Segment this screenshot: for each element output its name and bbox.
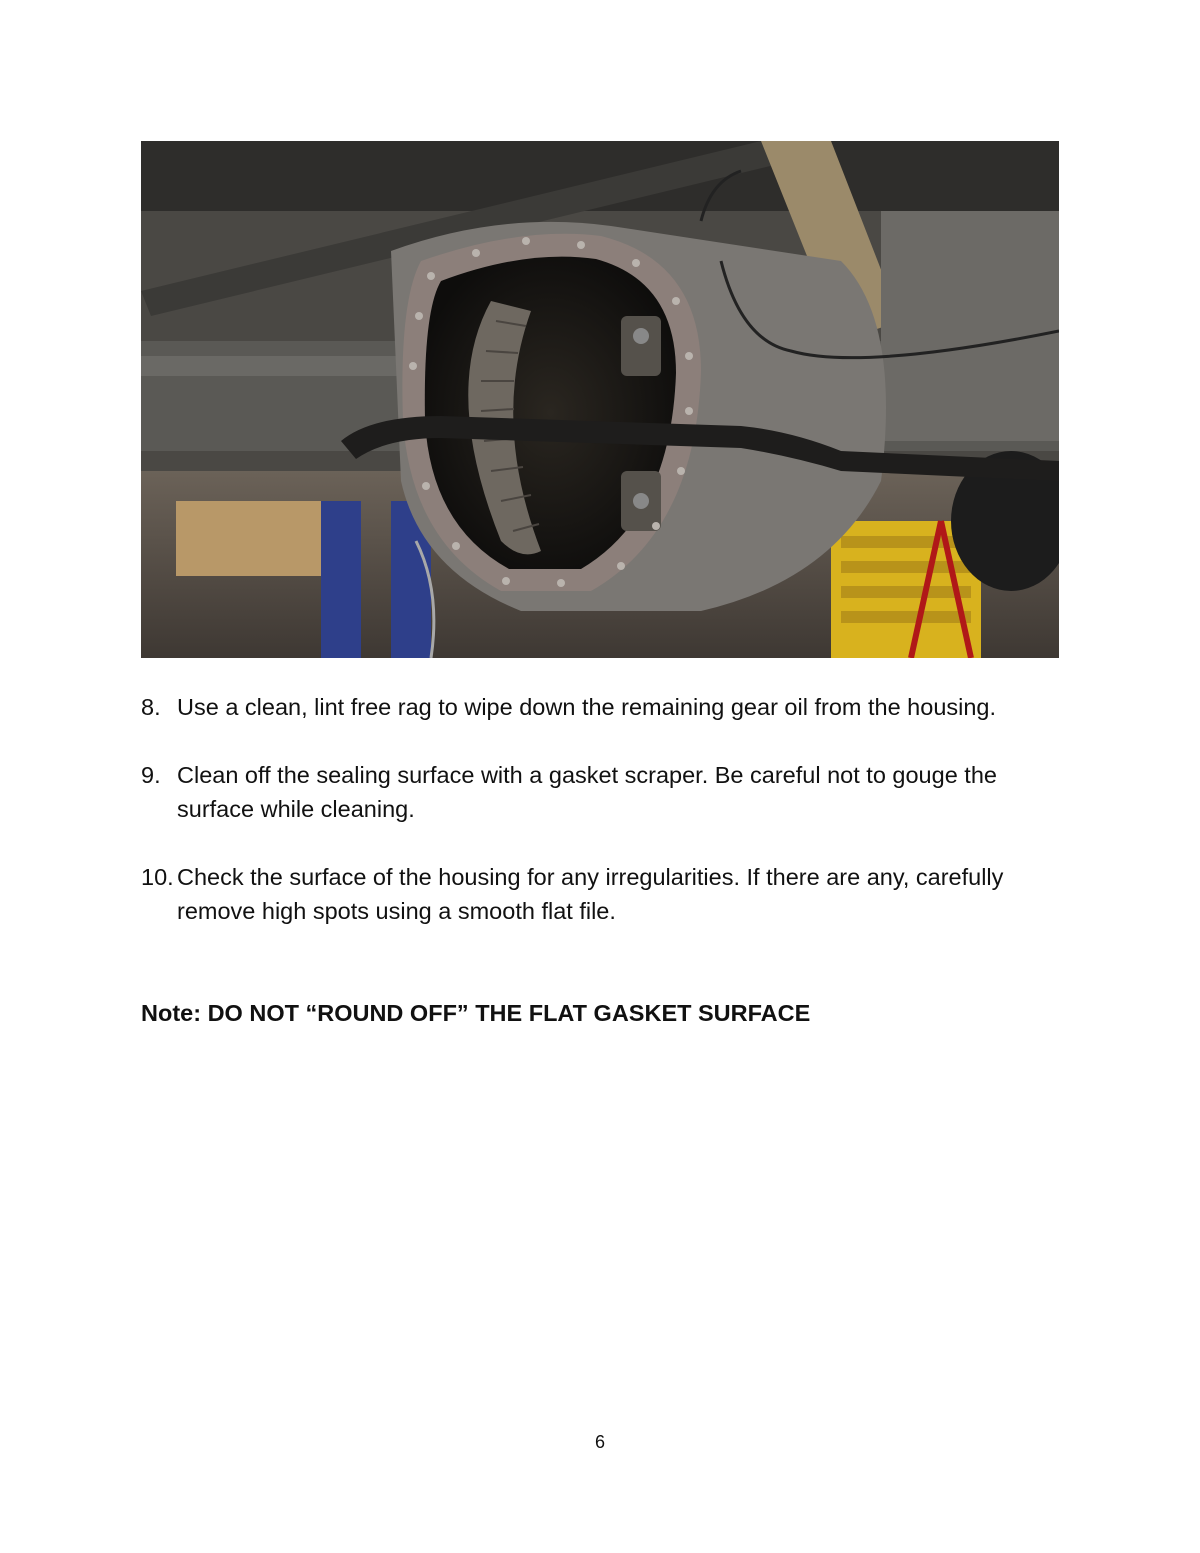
step-text: Use a clean, lint free rag to wipe down the remaining gear oil from the housing.	[177, 694, 997, 720]
step-9	[141, 758, 1071, 826]
step-text: Check the surface of the housing for any irregularities. If there are any, carefully remove high spots using a smooth flat file.	[177, 864, 1004, 924]
photo-illustration	[141, 141, 1059, 658]
step-number: 8.	[141, 694, 161, 720]
step-8	[141, 690, 1071, 724]
warning-note: Note: DO NOT “ROUND OFF” THE FLAT GASKET SURFACE	[141, 1000, 811, 1026]
instruction-steps	[141, 690, 1071, 962]
step-10	[141, 860, 1071, 928]
step-number: 9.	[141, 762, 161, 788]
page-number: 6	[594, 1432, 605, 1452]
differential-housing-photo	[141, 141, 1059, 658]
step-text: Clean off the sealing surface with a gasket scraper. Be careful not to gouge the surface while cleaning.	[177, 762, 997, 822]
step-number: 10.	[141, 864, 174, 890]
